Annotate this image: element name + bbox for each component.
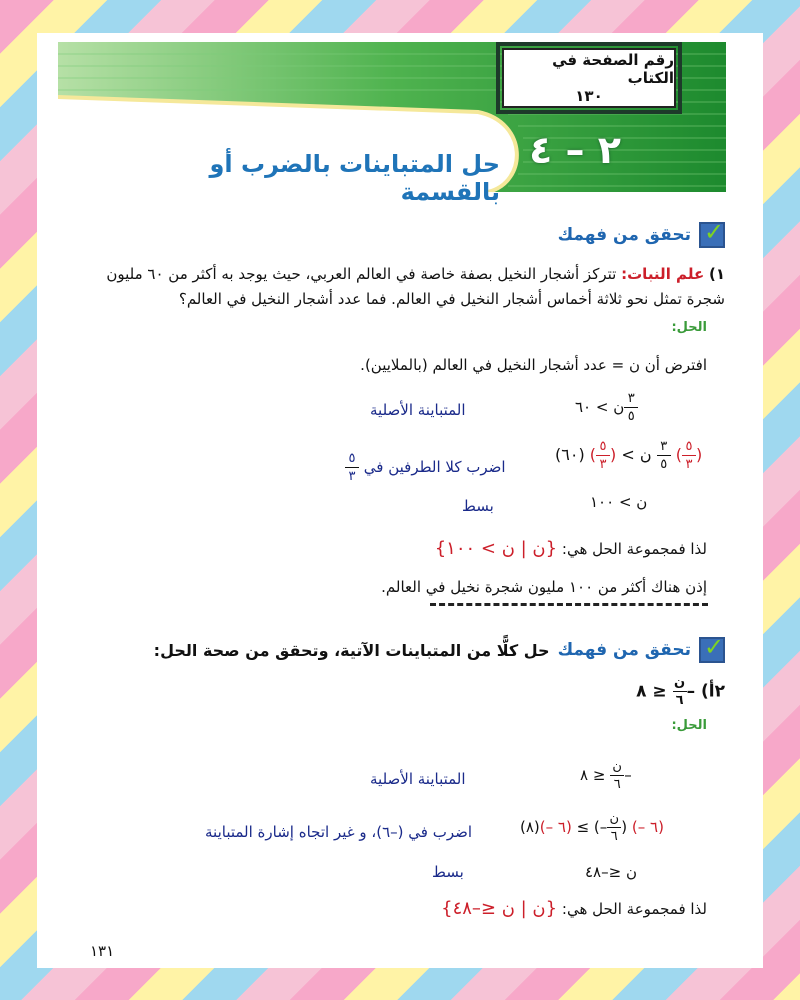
check-understanding-heading-2 xyxy=(154,637,725,663)
step1b-note: المتباينة الأصلية xyxy=(370,770,466,788)
section-divider xyxy=(430,603,708,606)
step1b-expression: – $\frac{\text{ن}}{٦}$ ≤ ٨ xyxy=(580,759,632,792)
problem-number: ١) xyxy=(708,265,725,283)
step1-note: المتباينة الأصلية xyxy=(370,401,466,419)
textbook-page-box xyxy=(502,48,676,108)
assumption-text: افترض أن ن = عدد أشجار النخيل في العالم (بالملايين). xyxy=(360,356,707,374)
check-understanding-label: تحقق من فهمك xyxy=(557,640,691,660)
step2b-expression: (٨)(– ٦) ≤ (– $\frac{\text{ن}}{٦}$ ) (– ٦) xyxy=(520,811,664,844)
conclusion-text: إذن هناك أكثر من ١٠٠ مليون شجرة نخيل في العالم. xyxy=(381,578,707,596)
solution-set-1: لذا فمجموعة الحل هي: {ن | ن > ١٠٠} xyxy=(434,538,707,559)
textbook-page-label: رقم الصفحة في الكتاب xyxy=(552,51,674,87)
instruction-text: حل كلًّا من المتباينات الآتية، وتحقق من صحة الحل: xyxy=(153,640,550,660)
problem-1 xyxy=(85,262,725,312)
problem-2a: ٢أ) – $\frac{\text{ن}}{٦}$ ≤ ٨ xyxy=(636,675,725,708)
step3b-note: بسط xyxy=(432,863,464,881)
solution-label-2: الحل: xyxy=(671,718,707,733)
solution-set-2: لذا فمجموعة الحل هي: {ن | ن ≤–٤٨} xyxy=(441,898,707,919)
lesson-number: ٢ – ٤ xyxy=(529,128,621,172)
problem-topic: علم النبات: xyxy=(621,265,705,283)
step3b-expression: ن ≤–٤٨ xyxy=(585,863,637,881)
checkmark-icon xyxy=(699,222,725,248)
step3-expression: ن > ١٠٠ xyxy=(590,493,648,511)
lesson-title: حل المتباينات بالضرب أو بالقسمة xyxy=(209,150,500,206)
step2b-note: اضرب في (–٦)، و غير اتجاه إشارة المتباينة xyxy=(205,823,473,841)
problem-text-line2: شجرة تمثل نحو ثلاثة أخماس أشجار النخيل في العالم. فما عدد أشجار النخيل في العالم؟ xyxy=(178,290,725,308)
step3-note: بسط xyxy=(462,497,494,515)
checkmark-icon xyxy=(699,637,725,663)
page-number: ١٣١ xyxy=(90,942,115,960)
check-understanding-heading-1 xyxy=(558,222,725,248)
textbook-page-number: ١٣٠ xyxy=(575,87,603,105)
check-understanding-label: تحقق من فهمك xyxy=(557,225,691,245)
solution-label-1: الحل: xyxy=(671,320,707,335)
step1-expression: $\frac{٣}{٥}$ ن > ٦٠ xyxy=(575,392,638,423)
problem-text-line1: تتركز أشجار النخيل بصفة خاصة في العالم العربي، حيث يوجد به أكثر من ٦٠ مليون xyxy=(106,265,617,283)
step2-expression: (٦٠) ( $\frac{٥}{٣}$ ) < ن $\frac{٣}{٥}$ ( $\frac{٥}{٣}$ ) xyxy=(555,439,703,472)
step2-note: اضرب كلا الطرفين في $\frac{٥}{٣}$ xyxy=(345,452,506,483)
